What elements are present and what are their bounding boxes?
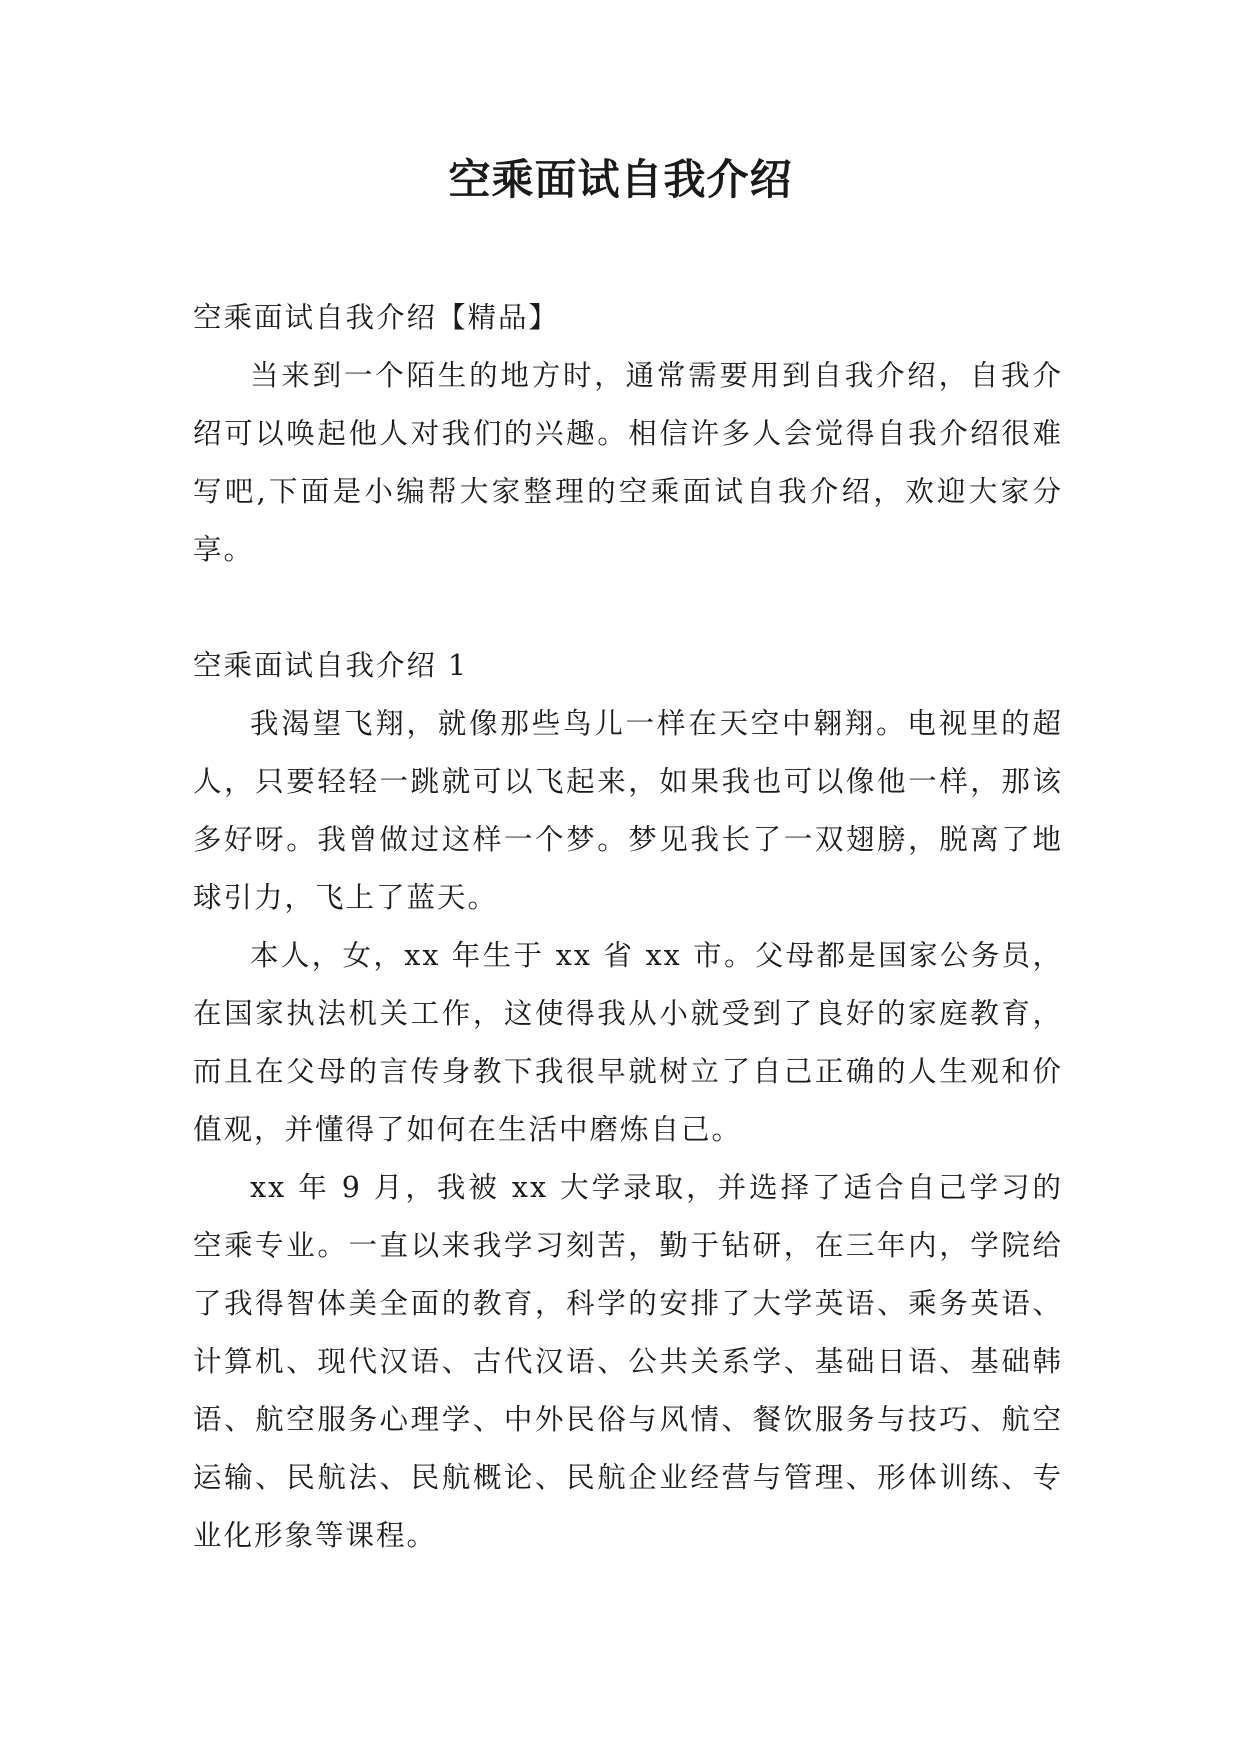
- section-spacer: [193, 579, 1063, 637]
- section-paragraph-3: xx 年 9 月，我被 xx 大学录取，并选择了适合自己学习的空乘专业。一直以来我学习刻苦，勤于钻研，在三年内，学院给了我得智体美全面的教育，科学的安排了大学英语、乘务英语、计算机、现代汉语、古代汉语、公共关系学、基础日语、基础韩语、航空服务心理学、中外民俗与风情、餐饮服务与技巧、航空运输、民航法、民航概论、民航企业经营与管理、形体训练、专业化形象等课程。: [193, 1171, 1063, 1552]
- section-heading: 空乘面试自我介绍 1: [193, 649, 469, 682]
- section-paragraph-1: 我渴望飞翔，就像那些鸟儿一样在天空中翱翔。电视里的超人，只要轻轻一跳就可以飞起来，如果我也可以像他一样，那该多好呀。我曾做过这样一个梦。梦见我长了一双翅膀，脱离了地球引力，飞上了蓝天。: [193, 707, 1063, 914]
- document-title: 空乘面试自我介绍: [448, 155, 793, 204]
- section-paragraph-2: 本人，女，xx 年生于 xx 省 xx 市。父母都是国家公务员，在国家执法机关工作，这使得我从小就受到了良好的家庭教育，而且在父母的言传身教下我很早就树立了自己正确的人生观和价值观，并懂得了如何在生活中磨炼自己。: [193, 939, 1063, 1146]
- intro-paragraph: 当来到一个陌生的地方时，通常需要用到自我介绍，自我介绍可以唤起他人对我们的兴趣。相信许多人会觉得自我介绍很难写吧,下面是小编帮大家整理的空乘面试自我介绍，欢迎大家分享。: [193, 359, 1063, 566]
- document-body: [193, 289, 1063, 1565]
- document-subtitle: 空乘面试自我介绍【精品】: [193, 301, 560, 334]
